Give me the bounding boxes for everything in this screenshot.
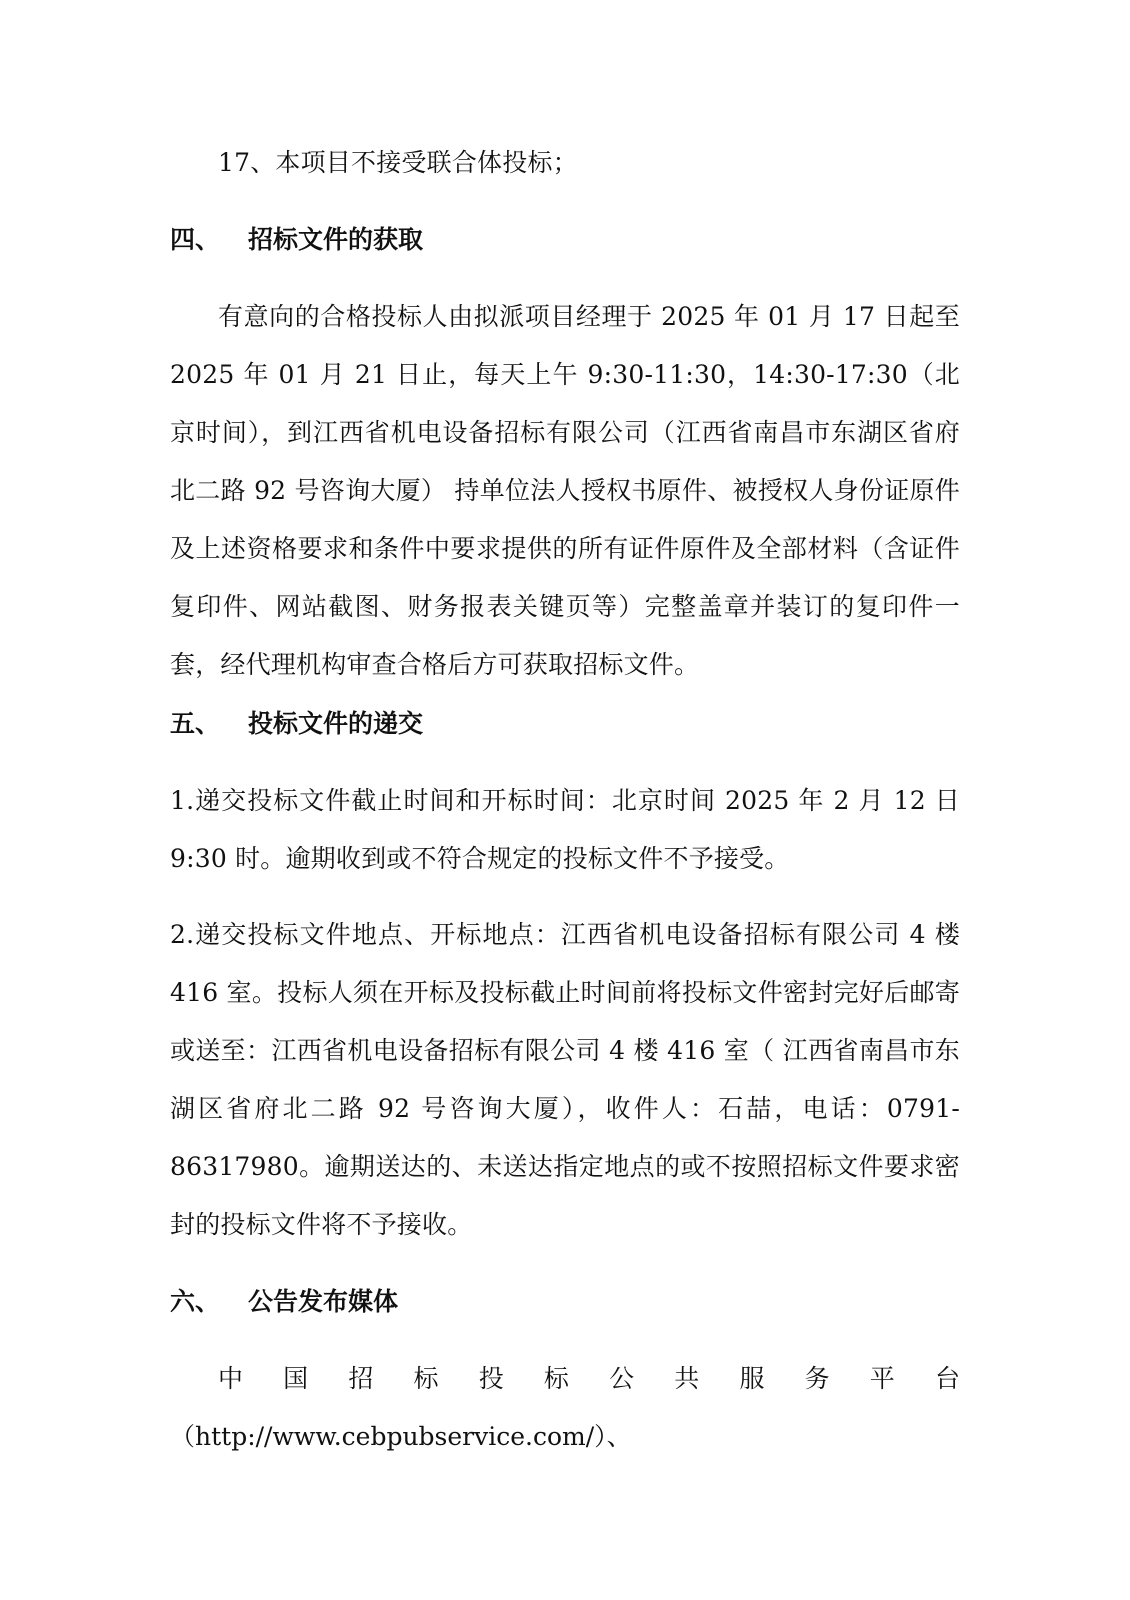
section-5-heading xyxy=(170,704,423,744)
section-6-title: 公告发布媒体 xyxy=(248,1287,399,1316)
section-4-heading xyxy=(170,220,423,260)
section-4-title: 招标文件的获取 xyxy=(248,225,424,254)
section-5-number: 五、 xyxy=(170,709,221,738)
section-4-number: 四、 xyxy=(170,225,221,254)
section-5-title: 投标文件的递交 xyxy=(248,709,424,738)
section-5-item-2: 2.递交投标文件地点、开标地点：江西省机电设备招标有限公司 4 楼 416 室。投标人须在开标及投标截止时间前将投标文件密封完好后邮寄或送至：江西省机电设备招标有限公司 4 楼 416 室（ 江西省南昌市东湖区省府北二路 92 号咨询大厦），收件人：石喆，电话：0791-86317980。逾期送达的、未送达指定地点的或不按照招标文件要求密封的投标文件将不予接收。 xyxy=(170,920,960,1239)
section-6-number: 六、 xyxy=(170,1287,221,1316)
section-4-body: 有意向的合格投标人由拟派项目经理于 2025 年 01 月 17 日起至 2025 年 01 月 21 日止，每天上午 9:30-11:30，14:30-17:30（北京时间），到江西省机电设备招标有限公司（江西省南昌市东湖区省府北二路 92 号咨询大厦） 持单位法人授权书原件、被授权人身份证原件及上述资格要求和条件中要求提供的所有证件原件及全部材料（含证件复印件、网站截图、财务报表关键页等）完整盖章并装订的复印件一套，经代理机构审查合格后方可获取招标文件。 xyxy=(170,302,960,679)
section-6-heading xyxy=(170,1282,398,1322)
section-6-body: 中国招标投标公共服务平台（http://www.cebpubservice.com/）、 xyxy=(170,1364,960,1451)
item-17-text: 17、本项目不接受联合体投标； xyxy=(218,148,578,177)
section-5-item-1: 1.递交投标文件截止时间和开标时间：北京时间 2025 年 2 月 12 日 9:30 时。逾期收到或不符合规定的投标文件不予接受。 xyxy=(170,786,960,873)
